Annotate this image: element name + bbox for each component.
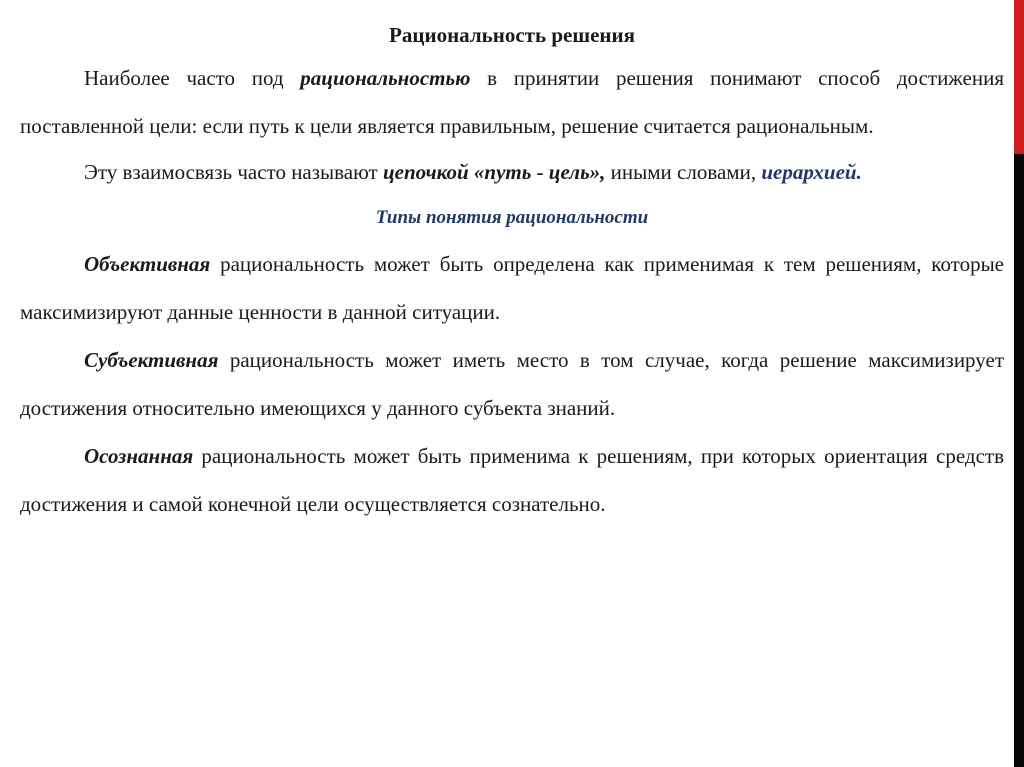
paragraph-subjective-rationality	[20, 336, 1004, 432]
paragraph-text: Эту взаимосвязь часто называют	[84, 160, 383, 184]
emphasis-term: Субъективная	[84, 348, 219, 372]
emphasis-term: Объективная	[84, 252, 211, 276]
paragraph-objective-rationality	[20, 240, 1004, 336]
emphasis-term: цепочкой «путь - цель»,	[382, 160, 606, 184]
paragraph-means-end-chain	[20, 148, 1004, 196]
accent-bar-black	[1014, 154, 1024, 767]
accent-bar-red	[1014, 0, 1024, 154]
paragraph-text: иными словами,	[605, 160, 762, 184]
paragraph-text: в принятии решения понимают способ достижения поставленной цели: если путь к цели является правильным, решение считается рациональным.	[20, 66, 1004, 138]
slide-content	[20, 22, 1004, 528]
paragraph-text: рациональность может быть применима к решениям, при которых ориентация средств достижения и самой конечной цели осуществляется сознательно.	[20, 444, 1004, 516]
paragraph-text: рациональность может иметь место в том случае, когда решение максимизирует достижения относительно имеющихся у данного субъекта знаний.	[20, 348, 1004, 420]
slide-title: Рациональность решения	[389, 23, 635, 47]
paragraph-text: Наиболее часто под	[84, 66, 301, 90]
emphasis-term: рациональностью	[300, 66, 471, 90]
paragraph-conscious-rationality	[20, 432, 1004, 528]
emphasis-term-blue: иерархией.	[761, 160, 862, 184]
paragraph-text: рациональность может быть определена как применимая к тем решениям, которые максимизируют данные ценности в данной ситуации.	[20, 252, 1004, 324]
paragraph-rationality-definition	[20, 54, 1004, 150]
emphasis-term: Осознанная	[84, 444, 194, 468]
section-subtitle: Типы понятия рациональности	[375, 207, 649, 228]
